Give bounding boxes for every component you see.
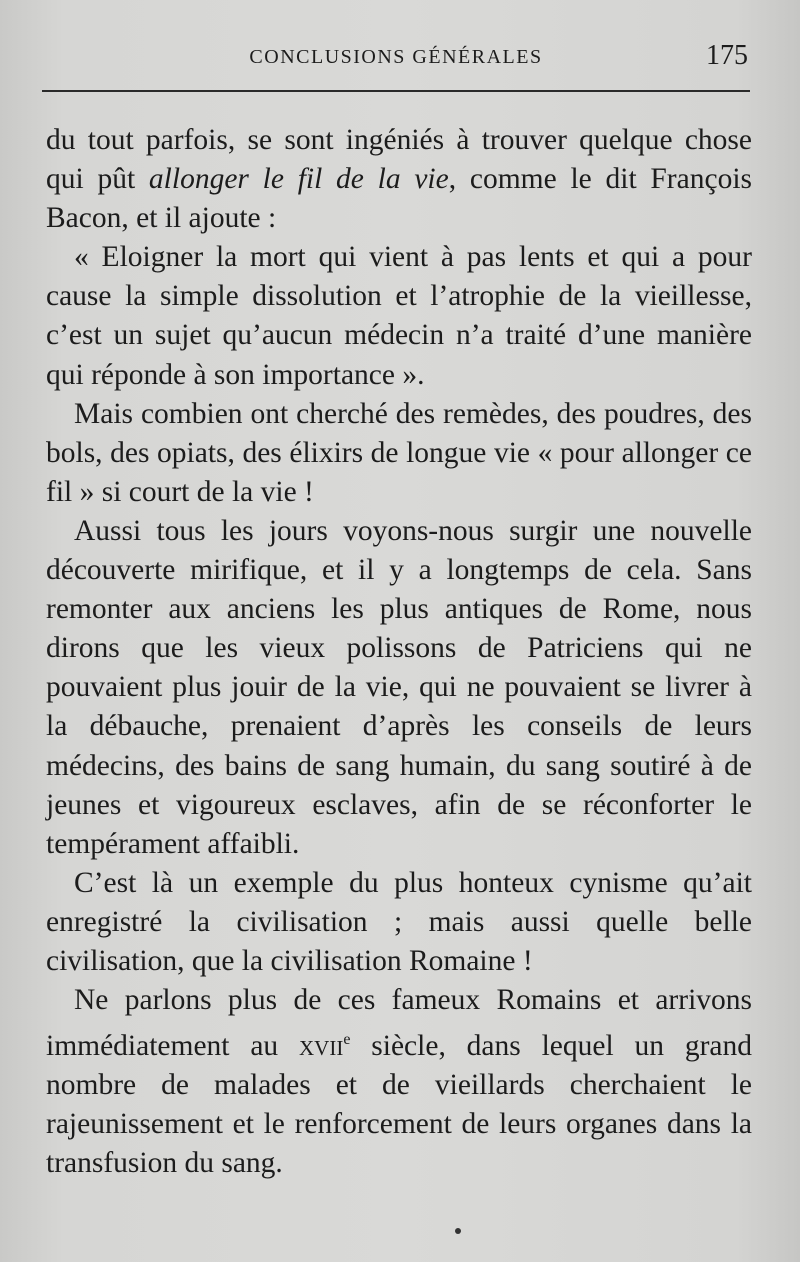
text-run: Ne parlons plus de ces fameux Romains et arrivons immédiatement au bbox=[46, 984, 752, 1062]
body-text bbox=[46, 121, 752, 1183]
paragraph bbox=[46, 864, 752, 981]
text-run: siècle, dans lequel un grand nombre de malades et de vieillards cherchaient le rajeunissement et le renforcement de leurs organes dans la transfusion du sang. bbox=[46, 1029, 752, 1180]
paragraph bbox=[46, 121, 752, 238]
text-run: , comme le dit François Bacon, et il ajoute : bbox=[46, 163, 752, 235]
paragraph bbox=[46, 395, 752, 512]
paragraph bbox=[46, 512, 752, 864]
text-run: Aussi tous les jours voyons-nous surgir une nouvelle découverte mirifique, et il y a longtemps de cela. Sans remonter aux anciens les plus antiques de Rome, nous dirons que les vieux polissons de Patriciens qui ne pouvaient plus jouir de la vie, qui ne pouvaient se livrer à la débauche, prenaient d’après les conseils de leurs médecins, des bains de sang humain, du sang soutiré à de jeunes et vigoureux esclaves, afin de se réconforter le tempérament affaibli. bbox=[46, 514, 752, 860]
text-run: C’est là un exemple du plus honteux cynisme qu’ait enregistré la civilisation ; mais aussi quelle belle civilisation, que la civilisation Romaine ! bbox=[46, 866, 752, 977]
paragraph bbox=[46, 981, 752, 1183]
page-number: 175 bbox=[706, 40, 748, 71]
header-rule bbox=[42, 90, 750, 92]
text-run: Mais combien ont cherché des remèdes, des poudres, des bols, des opiats, des élixirs de longue vie « pour allonger ce fil » si court de la vie ! bbox=[46, 397, 752, 508]
page-ornament-dot bbox=[455, 1228, 461, 1234]
century-numeral: xvii bbox=[299, 1029, 344, 1062]
text-run: du tout parfois, se sont ingéniés à trouver quelque chose qui pût bbox=[46, 124, 752, 196]
superscript: e bbox=[343, 1031, 351, 1049]
paragraph bbox=[46, 238, 752, 394]
text-run: « Eloigner la mort qui vient à pas lents et qui a pour cause la simple dissolution et l’atrophie de la vieillesse, c’est un sujet qu’aucun médecin n’a traité d’une manière qui réponde à son importance ». bbox=[46, 241, 752, 391]
running-title: CONCLUSIONS GÉNÉRALES bbox=[249, 46, 543, 68]
page-header bbox=[42, 40, 750, 76]
italic-phrase: allonger le fil de la vie bbox=[148, 163, 449, 196]
